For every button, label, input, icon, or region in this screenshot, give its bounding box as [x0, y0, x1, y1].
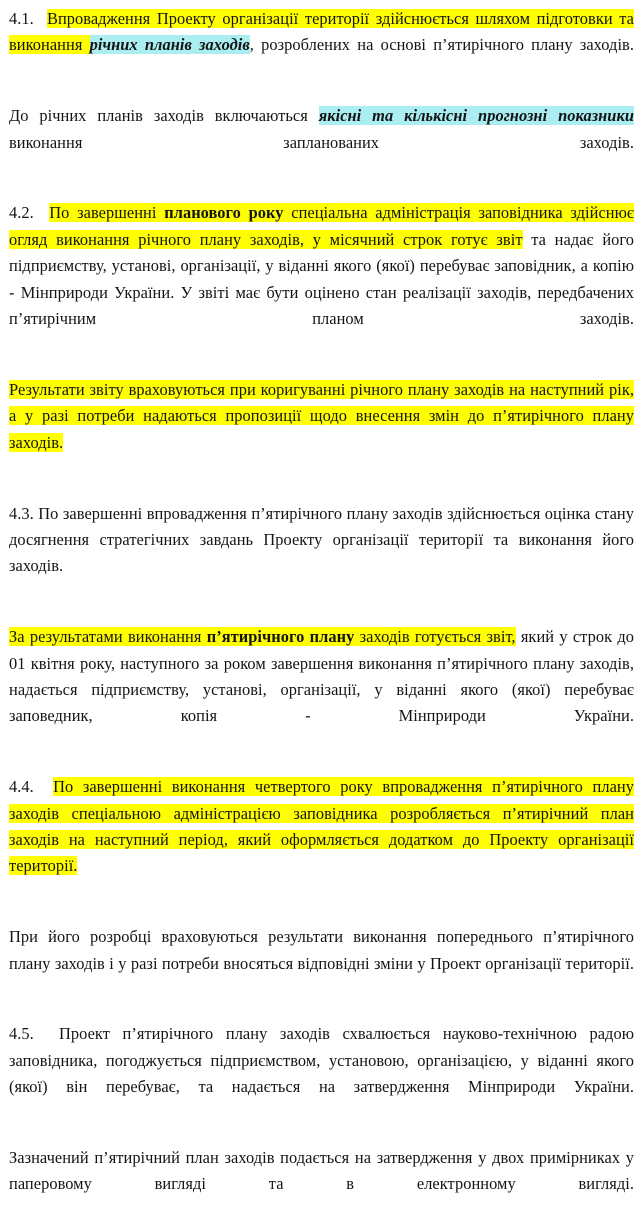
paragraph-4-1	[9, 6, 634, 85]
highlighted-term-bold: планового року	[164, 203, 284, 223]
paragraph-4-4	[9, 774, 634, 906]
paragraph-4-5	[9, 1021, 634, 1127]
paragraph-za-rezultatamy	[9, 624, 634, 756]
paragraph-4-2	[9, 200, 634, 358]
clause-number-4-4: 4.4.	[9, 777, 54, 797]
clause-number-4-1: 4.1.	[9, 9, 47, 28]
paragraph-richni-plany	[9, 103, 634, 182]
paragraph-rezultaty-zvitu	[9, 377, 634, 483]
paragraph-text: 4.3. По завершенні впровадження п’ятирічного плану заходів здійснюється оцінка стану досягнення стратегічних завдань Проекту організації території та виконання його заходів.	[9, 503, 634, 576]
highlighted-text-yellow: За результатами виконання	[9, 627, 207, 647]
highlighted-term-cyan: якісні та кількісні прогнозні показники	[318, 106, 634, 126]
paragraph-tail: який у строк до 01 квітня року, наступного за роком завершення виконання п’ятирічного плану заходів, надається підприємству, установі, організації, у віданні якого (якої) перебуває заповедник, копія - Мінприроди України.	[9, 627, 634, 726]
paragraph-pry-rozrobci	[9, 924, 634, 1003]
paragraph-tail: та надає його підприємству, установі, організації, у віданні якого (якої) перебуває заповідник, а копію - Мінприроди України. У звіті має бути оцінено стан реалізації заходів, передбачених п’ятирічним планом заходів.	[9, 229, 634, 329]
highlighted-term-bold: п’ятирічного плану	[206, 627, 355, 647]
highlighted-text-yellow: Результати звіту враховуються при коригуванні річного плану заходів на наступний рік, а у разі потреби надаються пропозиції щодо внесення змін до п’ятирічного плану заходів.	[9, 379, 634, 452]
paragraph-zaznachenyi	[9, 1145, 634, 1224]
paragraph-4-3	[9, 501, 634, 607]
paragraph-tail: , розроблених на основі п’ятирічного плану заходів.	[249, 35, 634, 55]
highlighted-text-yellow: заходів готується звіт,	[354, 627, 516, 647]
highlighted-text-yellow: Впровадження Проекту організації території здійснюється шляхом підготовки та виконання	[9, 9, 634, 55]
highlighted-text-yellow: спеціальна адміністрація заповідника здійснює огляд виконання річного плану заходів, у місячний строк готує звіт	[9, 203, 634, 249]
paragraph-text: 4.5. Проект п’ятирічного плану заходів схвалюється науково-технічною радою заповідника, погоджується підприємством, установою, організацією, у віданні якого (якої) він перебуває, та надається на затвердження Мінприроди України.	[9, 1024, 634, 1097]
paragraph-text: Зазначений п’ятирічний план заходів подається на затвердження у двох примірниках у паперовому вигляді та в електронному вигляді.	[9, 1148, 634, 1194]
paragraph-text: При його розробці враховуються результати виконання попереднього п’ятирічного плану заходів і у разі потреби вносяться відповідні зміни у Проект організації території.	[9, 927, 634, 973]
highlighted-text-yellow: По завершенні виконання четвертого року впровадження п’ятирічного плану заходів спеціальною адміністрацією заповідника розробляється п’ятирічний план заходів на наступний період, який оформляється додатком до Проекту організації території.	[9, 777, 634, 876]
clause-number-4-2: 4.2.	[9, 203, 50, 223]
highlighted-term-cyan: річних планів заходів	[89, 35, 250, 55]
paragraph-tail: виконання запланованих заходів.	[9, 132, 634, 152]
highlighted-text-yellow: По завершенні	[49, 203, 165, 223]
paragraph-lead: До річних планів заходів включаються	[9, 106, 319, 126]
